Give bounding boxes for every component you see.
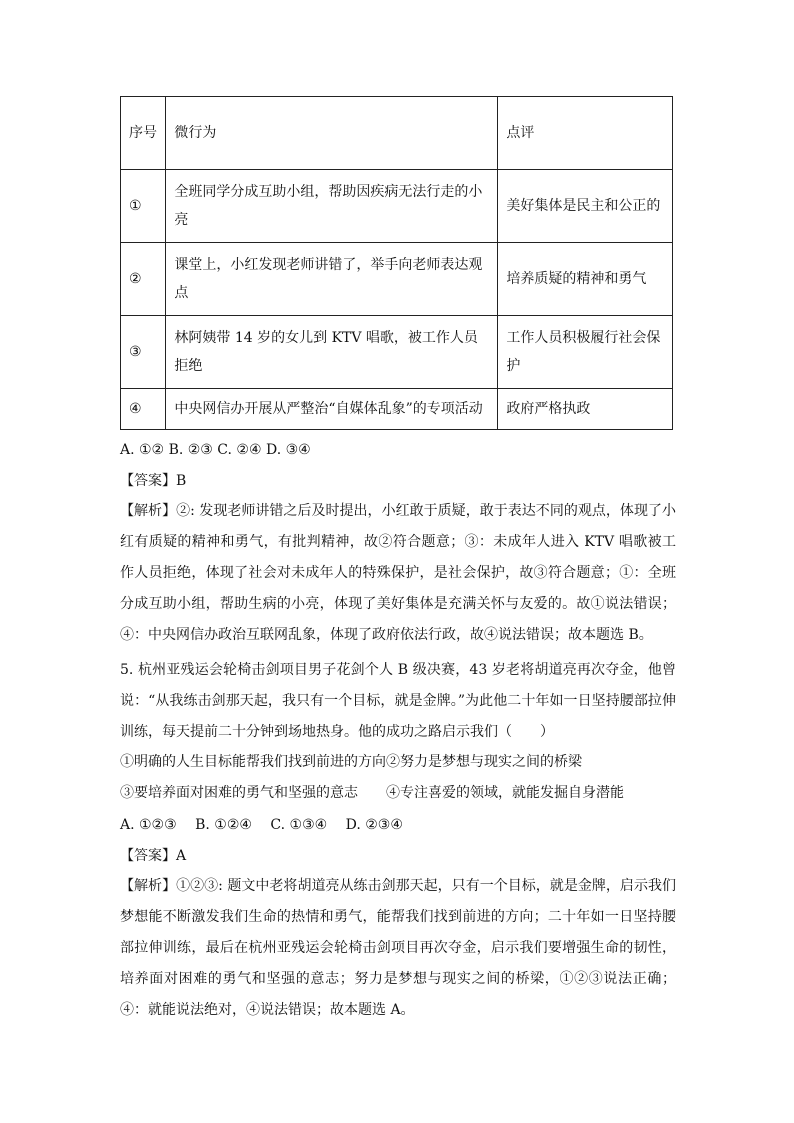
q5-choice-line-2: ③要培养面对困难的勇气和坚强的意志 ④专注喜爱的领域，就能发掘自身潜能 — [120, 785, 624, 801]
header-behavior: 微行为 — [166, 97, 498, 170]
q5-analysis — [120, 871, 676, 1026]
header-number: 序号 — [121, 97, 166, 170]
row-behavior: 全班同学分成互助小组，帮助因疾病无法行走的小亮 — [166, 170, 498, 243]
row-comment: 美好集体是民主和公正的 — [498, 170, 673, 243]
row-number: ① — [121, 170, 166, 243]
question-table — [120, 96, 673, 430]
header-comment: 点评 — [498, 97, 673, 170]
q4-answer: 【答案】B — [120, 473, 187, 489]
q5-analysis-text: 【解析】①②③: 题文中老将胡道亮从练击剑那天起，只有一个目标，就是金牌，启示我们梦想能不断激发我们生命的热情和勇气，能帮我们找到前进的方向；二十年如一日坚持腰部拉伸训练，最后在杭州亚残运会轮椅击剑项目再次夺金，启示我们要增强生命的韧性，培养面对困难的勇气和坚强的意志；努力是梦想与现实之间的桥梁，①②③说法正确；④：就能说法绝对，④说法错误；故本题选 A。 — [120, 878, 676, 1018]
table-row — [121, 389, 673, 430]
q4-analysis-text: 【解析】②: 发现老师讲错之后及时提出，小红敢于质疑，敢于表达不同的观点，体现了小红有质疑的精神和勇气，有批判精神，故②符合题意；③：未成年人进入 KTV 唱歌被工作人员拒绝，体现了社会对未成年人的特殊保护，是社会保护，故③符合题意；①：全班分成互助小组，帮助生病的小亮，体现了美好集体是充满关怀与友爱的。故①说法错误；④：中央网信办政治互联网乱象，体现了政府依法行政，故④说法错误；故本题选 B。 — [120, 503, 676, 643]
row-number: ③ — [121, 316, 166, 389]
table-row — [121, 243, 673, 316]
q5-options: A. ①②③ B. ①②④ C. ①③④ D. ②③④ — [120, 817, 403, 833]
row-number: ② — [121, 243, 166, 316]
q5-answer: 【答案】A — [120, 848, 187, 864]
q4-options: A. ①② B. ②③ C. ②④ D. ③④ — [120, 442, 311, 458]
row-comment: 培养质疑的精神和勇气 — [498, 243, 673, 316]
table-row — [121, 170, 673, 243]
row-behavior: 中央网信办开展从严整治“自媒体乱象”的专项活动 — [166, 389, 498, 430]
q5-choice-line-1: ①明确的人生目标能帮我们找到前进的方向②努力是梦想与现实之间的桥梁 — [120, 754, 582, 770]
q4-analysis — [120, 496, 676, 651]
table-row — [121, 316, 673, 389]
q5-stem-text: 5. 杭州亚残运会轮椅击剑项目男子花剑个人 B 级决赛，43 岁老将胡道亮再次夺金，他曾说：“从我练击剑那天起，我只有一个目标，就是金牌。”为此他二十年如一日坚持腰部拉伸训练，每天提前二十分钟到场地热身。他的成功之路启示我们（ ） — [120, 662, 676, 740]
row-comment: 政府严格执政 — [498, 389, 673, 430]
table-header-row — [121, 97, 673, 170]
row-comment: 工作人员积极履行社会保护 — [498, 316, 673, 389]
q5-stem — [120, 655, 676, 748]
row-number: ④ — [121, 389, 166, 430]
row-behavior: 林阿姨带 14 岁的女儿到 KTV 唱歌，被工作人员拒绝 — [166, 316, 498, 389]
row-behavior: 课堂上，小红发现老师讲错了，举手向老师表达观点 — [166, 243, 498, 316]
